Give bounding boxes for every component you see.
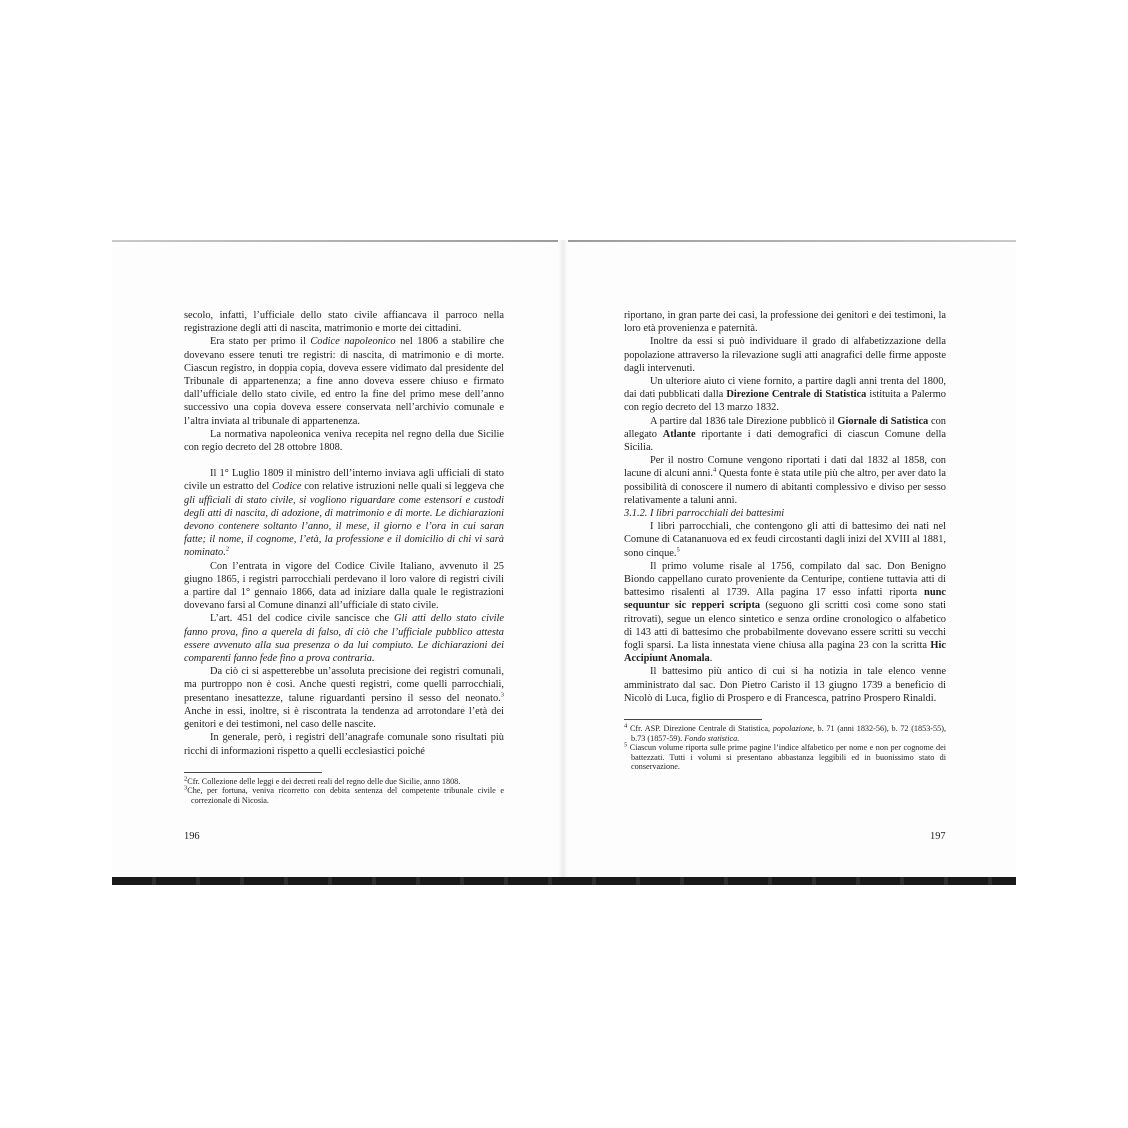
footnotes bbox=[184, 774, 504, 806]
paragraph: secolo, infatti, l’ufficiale dello stato civile affiancava il parroco nella registrazione degli atti di nascita, matrimonio e morte dei cittadini. bbox=[184, 310, 504, 335]
paragraph: Con l’entrata in vigore del Codice Civile Italiano, avvenuto il 25 giugno 1865, i registri parrocchiali perdevano il loro valore di registri civili a partire dal 1° gennaio 1866, data ad iniziare dalla quale le registrazioni dovevano farsi al Comune dinanzi all’ufficiale di stato civile. bbox=[184, 560, 504, 612]
paragraph: Un ulteriore aiuto ci viene fornito, a partire dagli anni trenta del 1800, dai dati pubblicati dalla Direzione Centrale di Statistica istituita a Palermo con regio decreto del 13 marzo 1832. bbox=[624, 376, 946, 414]
footnote-ref: 4 bbox=[712, 466, 717, 474]
footnote-ref: 2 bbox=[225, 545, 230, 553]
page-number-right: 197 bbox=[930, 831, 946, 842]
footnote-ref: 3 bbox=[500, 691, 504, 699]
right-page bbox=[624, 309, 946, 772]
footnotes bbox=[624, 724, 946, 772]
paragraph: La normativa napoleonica veniva recepita nel regno della due Sicilie con regio decreto del 28 ottobre 1808. bbox=[184, 428, 504, 454]
paragraph: L’art. 451 del codice civile sancisce che Gli atti dello stato civile fanno prova, fino a querela di falso, di ciò che l’ufficiale pubblico attesta essere avvenuto alla sua presenza o da lui compiuto. Le dichiarazioni dei comparenti fanno fede fino a prova contraria. bbox=[184, 613, 504, 665]
footnote: $^5$ Ciascun volume riporta sulle prime pagine l’indice alfabetico per nome e non per cognome dei battezzati. Tutti i volumi si presentano abbastanza leggibili ed in buonissimo stato di conservazione. bbox=[624, 741, 946, 772]
paragraph: Per il nostro Comune vengono riportati i dati dal 1832 al 1858, con lacune di alcuni anni.$^4$ Questa fonte è stata utile più che altro, per aver dato la possibilità di conoscere il numero di abitanti complessivo e diviso per sesso relativamente a taluni anni. bbox=[624, 455, 946, 506]
paragraph: In generale, però, i registri dell’anagrafe comunale sono risultati più ricchi di informazioni rispetto a quelli ecclesiastici poiché bbox=[184, 732, 504, 757]
paragraph: Il 1° Luglio 1809 il ministro dell’interno inviava agli ufficiali di stato civile un estratto del Codice con relative istruzioni nelle quali si leggeva che gli ufficiali di stato civile, si vogliono riguardare come estensori e custodi degli atti di nascita, di adozione, di matrimonio e di morte. Le dichiarazioni devono contenere soltanto l’anno, il mese, il giorno e l’ora in cui saran fatte; il nome, il cognome, l’età, la professione e il domicilio di chi vi sarà nominato.$^2$ bbox=[184, 468, 505, 559]
footnote: $^2$Cfr. Collezione delle leggi e dei decreti reali del regno delle due Sicilie, anno 1808. bbox=[184, 774, 461, 786]
footnote-rule bbox=[184, 772, 322, 773]
book-bottom-edge bbox=[112, 877, 1016, 885]
paragraph: Inoltre da essi si può individuare il grado di alfabetizzazione della popolazione attraverso la rilevazione sugli atti anagrafici delle firme apposte dagli intervenuti. bbox=[624, 336, 946, 374]
footnote: $^4$ Cfr. ASP. Direzione Centrale di Statistica, popolazione, b. 71 (anni 1832-56), b. 72 (1853-55), b.73 (1857-59). Fondo statistica. bbox=[624, 722, 946, 743]
section-heading: 3.1.2. I libri parrocchiali dei battesimi bbox=[624, 508, 785, 520]
book-gutter bbox=[558, 240, 568, 877]
footnote-rule bbox=[624, 719, 762, 720]
paragraph: Il battesimo più antico di cui si ha notizia in tale elenco venne amministrato dal sac. Don Pietro Caristo il 13 giugno 1739 a beneficio di Nicolò di Luca, figlio di Prospero e di Francesca, patrino Prospero Rinaldi. bbox=[624, 666, 946, 704]
left-page bbox=[184, 309, 504, 805]
page-number-left: 196 bbox=[184, 831, 200, 842]
paragraph: I libri parrocchiali, che contengono gli atti di battesimo dei nati nel Comune di Catananuova ed ex feudi circostanti dagli inizi del XVIII al 1881, sono cinque.$^5$ bbox=[624, 521, 946, 559]
footnote: $^3$Che, per fortuna, veniva ricorretto con debita sentenza del competente tribunale civile e correzionale di Nicosia. bbox=[184, 784, 504, 805]
paragraph: Il primo volume risale al 1756, compilato dal sac. Don Benigno Biondo cappellano curato proveniente da Centuripe, contiene tuttavia atti di battesimo risalenti al 1739. Alla pagina 17 esso infatti riporta nunc sequuntur sic repperi scripta (seguono gli scritti così come sono stati ritrovati), segue un elenco sintetico e senza ordine cronologico o alfabetico di 143 atti di battesimo che probabilmente dovevano essere scritti su vecchi fogli sparsi. La lista innestata viene chiusa alla pagina 23 con la scritta Hic Accipiunt Anomala. bbox=[624, 560, 947, 665]
paragraph: Da ciò ci si aspetterebbe un’assoluta precisione dei registri comunali, ma purtroppo non è così. Anche questi registri, come quelli parrocchiali, presentano inesattezze, talune riguardanti persino il sesso del neonato.$^3$ Anche in essi, inoltre, si è riscontrata la tendenza ad arrotondare l’età dei genitori e dei testimoni, nel caso delle nascite. bbox=[184, 666, 504, 731]
footnote-ref: 5 bbox=[676, 546, 680, 554]
paragraph: riportano, in gran parte dei casi, la professione dei genitori e dei testimoni, la loro età provenienza e paternità. bbox=[624, 310, 946, 335]
paragraph: Era stato per primo il Codice napoleonico nel 1806 a stabilire che dovevano essere tenuti tre registri: di nascita, di matrimonio e di morte. Ciascun registro, in doppia copia, doveva essere vidimato dal presidente del Tribunale di appartenenza; a fine anno doveva essere chiuso e firmato dall’ufficiale dello stato civile, ed entro la fine del primo mese dell’anno successivo una copia doveva essere conservata nell’archivio comunale e l’altra inviata al tribunale di appartenenza. bbox=[184, 336, 504, 427]
paragraph: A partire dal 1836 tale Direzione pubblicò il Giornale di Satistica con allegato Atlante riportante i dati demografici di ciascun Comune della Sicilia. bbox=[624, 415, 946, 454]
